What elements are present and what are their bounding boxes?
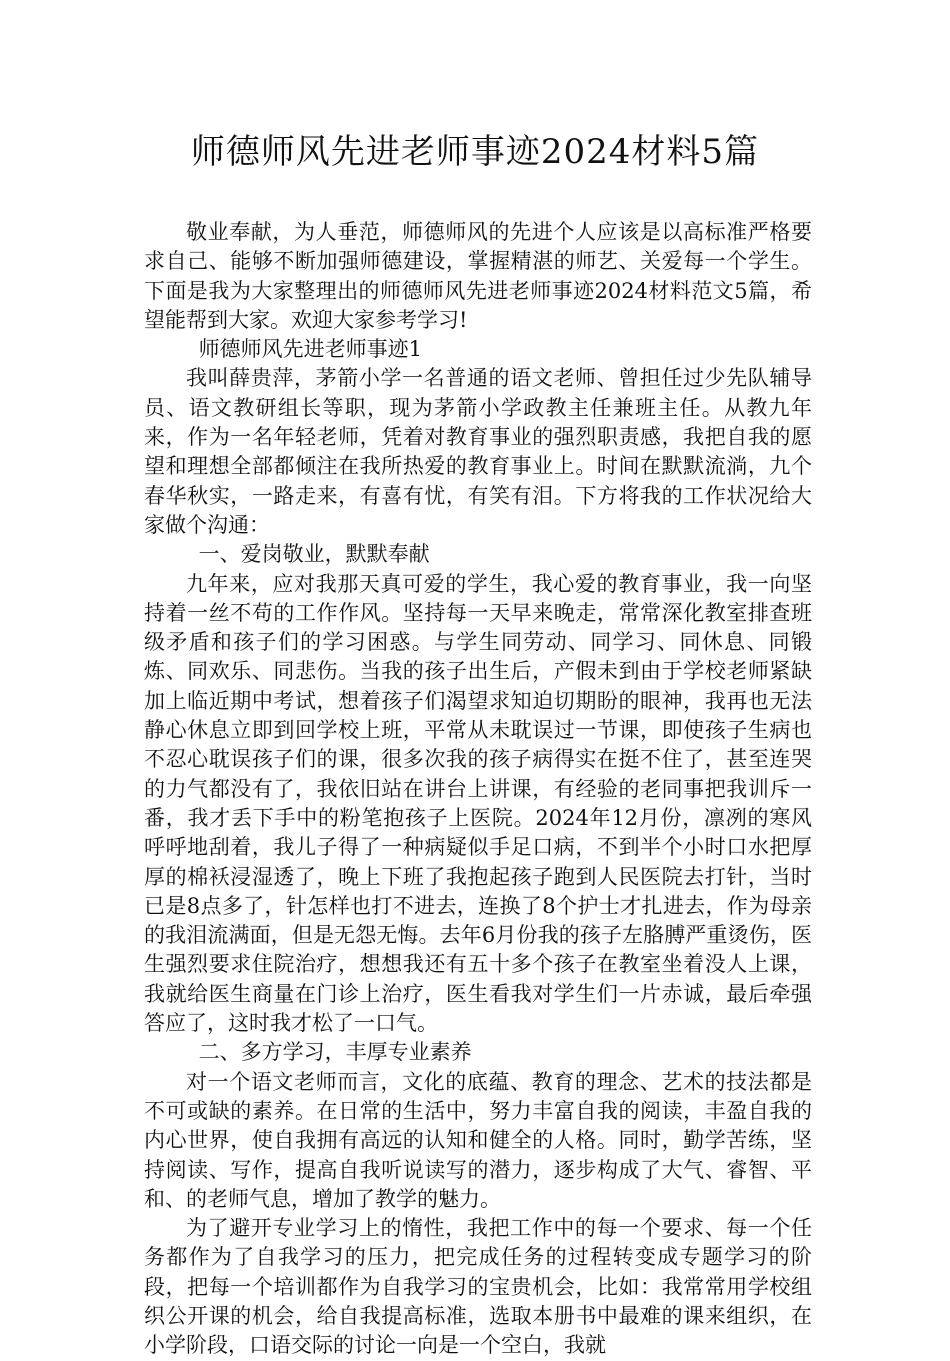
section-heading: 一、爱岗敬业，默默奉献: [198, 542, 430, 567]
paragraph: 为了避开专业学习上的惰性，我把工作中的每一个要求、每一个任务都作为了自我学习的压力，把完成任务的过程转变成专题学习的阶段，把每一个培训都作为自我学习的宝贵机会，比如：我常常用学校组织公开课的机会，给自我提高标准，选取本册书中最难的课来组织，在小学阶段，口语交际的讨论一向是一个空白，我就: [144, 1216, 812, 1358]
document-body: [144, 218, 812, 1361]
paragraph: 对一个语文老师而言，文化的底蕴、教育的理念、艺术的技法都是不可或缺的素养。在日常的生活中，努力丰富自我的阅读，丰盈自我的内心世界，使自我拥有高远的认知和健全的人格。同时，勤学苦练，坚持阅读、写作，提高自我听说读写的潜力，逐步构成了大气、睿智、平和、的老师气息，增加了教学的魅力。: [144, 1069, 812, 1211]
document-title: 师德师风先进老师事迹2024材料5篇: [190, 132, 760, 172]
section-heading: 师德师风先进老师事迹1: [198, 337, 422, 362]
paragraph: 九年来，应对我那天真可爱的学生，我心爱的教育事业，我一向坚持着一丝不苟的工作作风。坚持每一天早来晚走，常常深化教室排查班级矛盾和孩子们的学习困惑。与学生同劳动、同学习、同休息、同锻炼、同欢乐、同悲伤。当我的孩子出生后，产假未到由于学校老师紧缺加上临近期中考试，想着孩子们渴望求知迫切期盼的眼神，我再也无法静心休息立即到回学校上班，平常从未耽误过一节课，即使孩子生病也不忍心耽误孩子们的课，很多次我的孩子病得实在挺不住了，甚至连哭的力气都没有了，我依旧站在讲台上讲课，有经验的老同事把我训斥一番，我才丢下手中的粉笔抱孩子上医院。2024年12月份，凛冽的寒风呼呼地刮着，我儿子得了一种病疑似手足口病，不到半个小时口水把厚厚的棉袄浸湿透了，晚上下班了我抱起孩子跑到人民医院去打针，当时已是8点多了，针怎样也打不进去，连换了8个护士才扎进去，作为母亲的我泪流满面，但是无怨无悔。去年6月份我的孩子左胳膊严重烫伤，医生强烈要求住院治疗，想想我还有五十多个孩子在教室坐着没人上课，我就给医生商量在门诊上治疗，医生看我对学生们一片赤诚，最后牵强答应了，这时我才松了一口气。: [144, 571, 812, 1036]
section-heading: 二、多方学习，丰厚专业素养: [198, 1040, 472, 1065]
paragraph: 我叫薛贵萍，茅箭小学一名普通的语文老师、曾担任过少先队辅导员、语文教研组长等职，现为茅箭小学政教主任兼班主任。从教九年来，作为一名年轻老师，凭着对教育事业的强烈职责感，我把自我的愿望和理想全部都倾注在我所热爱的教育事业上。时间在默默流淌，九个春华秋实，一路走来，有喜有忧，有笑有泪。下方将我的工作状况给大家做个沟通：: [144, 366, 812, 537]
paragraph-intro: 敬业奉献，为人垂范，师德师风的先进个人应该是以高标准严格要求自己、能够不断加强师德建设，掌握精湛的师艺、关爱每一个学生。下面是我为大家整理出的师德师风先进老师事迹2024材料范文5篇，希望能帮到大家。欢迎大家参考学习!: [144, 220, 812, 332]
